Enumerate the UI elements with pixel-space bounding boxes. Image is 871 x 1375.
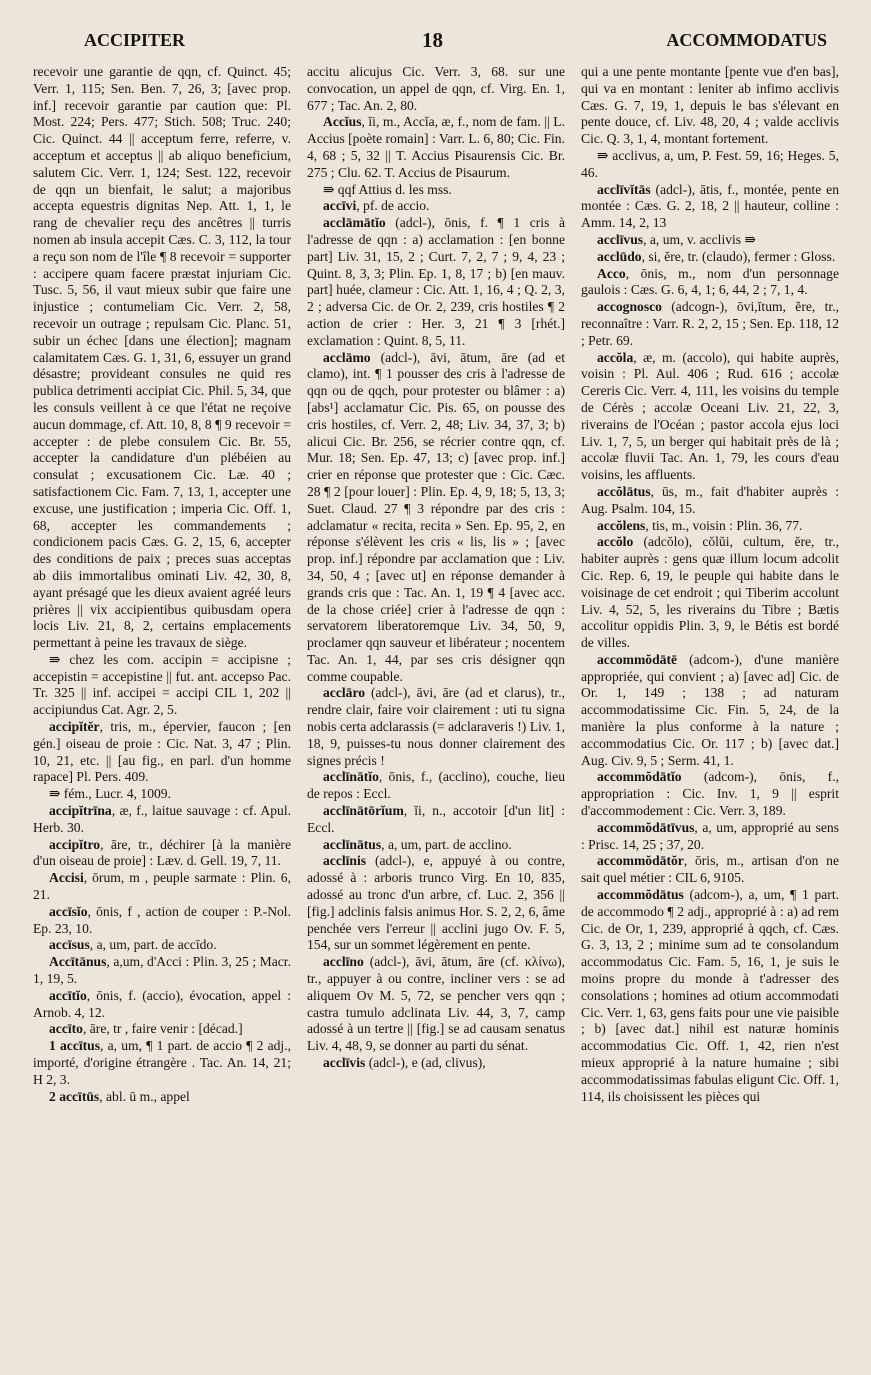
column-3	[581, 64, 839, 1105]
entry-accitus-2: 2 accītūs, abl. ū m., appel	[49, 1088, 190, 1104]
column-1	[33, 64, 291, 1105]
entry-note: ⇛ acclivus, a, um, P. Fest. 59, 16; Heges. 5, 46.	[581, 147, 839, 180]
entry-accisus: accīsus, a, um, part. de accīdo.	[49, 937, 217, 953]
entry-acclaro: acclāro (adcl-), āvi, āre (ad et clarus), tr., rendre clair, faire voir clairement : uti tu signa nobis certa adclarassis (= adclaraveris !) Liv. 1, 18, 9, puisses-tu nous donner clairement des signes précis !	[307, 685, 565, 768]
entry-continuation: qui a une pente montante [pente vue d'en bas], qui va en montant : leniter ab infimo acclivis Cæs. G. 7, 19, 1, depuis le bas s'élevant en pente douce, cf. Liv. 48, 20, 4 ; valde acclivis Cic. Q. 3, 1, 4, montant fortement.	[581, 64, 839, 147]
entry-accolatus: accŏlātus, ūs, m., fait d'habiter auprès : Aug. Psalm. 104, 15.	[581, 483, 839, 516]
entry-continuation: accitu alicujus Cic. Verr. 3, 68. sur une convocation, un appel de qqn, cf. Virg. En. 1, 677 ; Tac. An. 2, 80.	[307, 64, 565, 113]
entry-acclamatio: acclāmātĭo (adcl-), ōnis, f. ¶ 1 cris à l'adresse de qqn : a) acclamation : [en bonne part] Liv. 31, 15, 2 ; Curt. 7, 2, 7 ; 9, 4, 23 ; Quint. 8, 3, 3; Plin. Ep. 1, 8, 17 ; b) [en mauv. part] huée, clameur : Cic. Att. 1, 16, 4 ; Q. 2, 3, 2 ; adversa Cic. de Or. 2, 239, cris hostiles ¶ 2 action de crier : Her. 3, 21 ¶ 3 [rhét.] exclamation : Quint. 8, 5, 11.	[307, 215, 565, 348]
header-right-guideword: ACCOMMODATUS	[666, 30, 827, 50]
entry-accisio: accīsĭo, ōnis, f , action de couper : P.-Nol. Ep. 23, 10.	[33, 903, 291, 936]
entry-accito: accīto, āre, tr , faire venir : [décad.]	[49, 1021, 243, 1037]
entry-acclinatorium: acclīnātōrĭum, ĭi, n., accotoir [d'un lit] : Eccl.	[307, 803, 565, 835]
entry-acclivitas: acclīvĭtās (adcl-), ātis, f., montée, pente en montée : Cæs. G. 2, 18, 2 || hauteur, colline : Amm. 14, 2, 13	[581, 181, 839, 231]
entry-accisi: Accisi, ōrum, m , peuple sarmate : Plin. 6, 21.	[33, 870, 291, 903]
entry-acclinis: acclīnis (adcl-), e, appuyé à ou contre, adossé à : arboris trunco Virg. En 10, 835, adossé au tronc d'un arbre, cf. Luc. 2, 356 || [fig.] adclinis falsis animus Hor. S. 2, 2, 6, âme penchée vers l'erreur || acclini jugo Ov. F. 5, 154, sur un sommet légèrement en pente.	[307, 853, 565, 953]
entry-accitanus: Accītānus, a,um, d'Acci : Plin. 3, 25 ; Macr. 1, 19, 5.	[33, 954, 291, 987]
entry-accolo: accŏlo (adcŏlo), cŏlŭi, cultum, ĕre, tr., habiter auprès : gens quæ illum locum adcolit Cic. Rep. 6, 19, le peuple qui habite dans le voisinage de cet endroit ; qui Tiberim accolunt Liv. 4, 52, 5, les riverains du Tibre ; Bætis accolitur oppidis Plin. 3, 9, le Bétis est bordé de villes.	[581, 534, 839, 651]
entry-accipitro: accipĭtro, āre, tr., déchirer [à la manière d'un oiseau de proie] : Læv. d. Gell. 19, 7, 11.	[33, 836, 291, 869]
page-number: 18	[422, 28, 443, 52]
entry-accitio: accītĭo, ōnis, f. (accio), évocation, appel : Arnob. 4, 12.	[33, 987, 291, 1020]
entry-note: ⇛ qqf Attius d. les mss.	[323, 181, 452, 197]
entry-accommodatus: accommŏdātus (adcom-), a, um, ¶ 1 part. de accommodo ¶ 2 adj., approprié à : a) ad rem Cic. de Or, 1, 239, approprié à qqch, cf. Cæs. G. 3, 13, 2 ; minime sum ad te consolandum accommodatus Cic. Fam. 5, 16, 1, je suis le moins propre du monde à t'adresser des consolations ; homines ad otium accommodati Cic. Verr. 1, 63, gens faits pour une vie paisible ; b) [avec dat.] nihil est naturæ hominis accommodatius Cic. Off. 1, 42, rien n'est mieux approprié à la nature humaine ; sibi accommodatissimas fabulas eligunt Cic. Off. 1, 114, ils choisissent les pièces qui	[581, 887, 839, 1104]
entry-accivi: accīvi, pf. de accio.	[323, 198, 430, 214]
entry-accommodativus: accommŏdātīvus, a, um, approprié au sens : Prisc. 14, 25 ; 37, 20.	[581, 819, 839, 852]
entry-accommodator: accommŏdātŏr, ōris, m., artisan d'on ne sait quel métier : CIL 6, 9105.	[581, 853, 839, 886]
entry-note: ⇛ chez les com. accipin = accipisne ; accepistin = accepistine || fut. ant. accepso Pac. Tr. 325 || inf. accipei = accipi CIL 1, 202 || accipiundus Cat. Agr. 2, 5.	[33, 651, 291, 718]
running-header	[34, 30, 837, 56]
entry-accipiter: accipĭtĕr, tris, m., épervier, faucon ; [en gén.] oiseau de proie : Cic. Nat. 3, 47 ; Plin. 10, 21, etc. || [au fig., en parl. d'un homme rapace] Pl. Pers. 409.	[33, 719, 291, 785]
entry-acclino: acclīno (adcl-), āvi, ātum, āre (cf. κλίνω), tr., appuyer à ou contre, incliner vers : se ad aliquem Ov M. 5, 72, se pencher vers qqn ; castra tumulo adclinata Liv. 44, 3, 7, camp adossé à un tertre || [fig.] se ad causam senatus Liv. 4, 48, 9, se donner au parti du sénat.	[307, 954, 565, 1054]
entry-accius: Accĭus, ĭi, m., Accĭa, æ, f., nom de fam. || L. Accius [poète romain] : Varr. L. 6, 80; Cic. Fin. 4, 68 ; 5, 32 || T. Accius Pisaurensis Cic. Br. 275 ; Clu. 62. T. Accius de Pisaurum.	[307, 114, 565, 180]
entry-acclinatus: acclīnātus, a, um, part. de acclino.	[323, 836, 512, 852]
entry-acclivis: acclīvis (adcl-), e (ad, clivus),	[323, 1055, 486, 1071]
entry-continuation: recevoir une garantie de qqn, cf. Quinct. 45; Verr. 1, 115; Sen. Ben. 7, 26, 3; [avec prop. inf.] recevoir garantie par caution que: Pl. Most. 224; Pers. 477; Stich. 508; Truc. 240; Cic. Quinct. 44 || acceptum ferre, referre, v. acceptum et acceptus || ab aliquo beneficium, salutem Cic. Verr. 1, 124; Sest. 122, recevoir de qqn un bienfait, le salut; a majoribus accepta equestris dignitas Nep. Att. 1, 1, le rang de chevalier reçu des ancêtres || turris nomen ab insula accepit Cæs. C. 3, 112, la tour a reçu son nom de l'île ¶ 8 recevoir = supporter : accipere quam facere præstat injuriam Cic. Tusc. 5, 56, il vaut mieux subir que faire une injustice ; contumeliam Cic. Verr. 2, 58, recevoir un outrage ; repulsam Cic. Planc. 51, subir un échec [dans une élection]; magnam calamitatem Cæs. G. 1, 31, 6, essuyer un grand désastre; provideant consules ne quid res publica detrimenti accipiat Cic. Phil. 5, 34, que les consuls veillent à ce que l'état ne reçoive aucun dommage, cf. Att. 10, 8, 8 ¶ 9 recevoir = accepter : de plebe consulem Cic. Br. 55, accepter la candidature d'un plébéien au consulat ; excusationem Cic. Læ. 40 ; satisfactionem Cic. Fam. 7, 13, 1, accepter une excuse, une justification ; imperia Cic. Off. 1, 68, accepter les commandements ; condicionem pacis Cæs. G. 2, 15, 6, accepter des conditions de paix ; preces suas acceptas ab diis immortalibus ominati Liv. 42, 30, 8, ayant présagé que les dieux avaient agréé leurs prières || vix accipientibus quibusdam opera locis Liv. 21, 8, 2, certains emplacements permettant à peine les travaux de siège.	[33, 64, 291, 651]
entry-note: ⇛ fém., Lucr. 4, 1009.	[49, 786, 172, 802]
entry-accipitrina: accipĭtrīna, æ, f., laitue sauvage : cf. Apul. Herb. 30.	[33, 803, 291, 835]
entry-acco: Acco, ōnis, m., nom d'un personnage gaulois : Cæs. G. 6, 4, 1; 6, 44, 2 ; 7, 1, 4.	[581, 265, 839, 298]
entry-accognosco: accognosco (adcogn-), ōvi,ĭtum, ĕre, tr., reconnaître : Varr. R. 2, 2, 15 ; Sen. Ep. 118, 12 ; Petr. 69.	[581, 299, 839, 348]
entry-acclamo: acclāmo (adcl-), āvi, ātum, āre (ad et clamo), int. ¶ 1 pousser des cris à l'adresse de qqn ou de qqch, pour protester ou blâmer : a) [abs¹] acclamatur Cic. Pis. 65, on pousse des cris hostiles, cf. Verr. 2, 48; Liv. 34, 37, 3; b) alicui Cic. Br. 256, se récrier contre qqn, cf. Mur. 18; Sen. Ep. 47, 13; c) [avec prop. inf.] crier en réponse que protester que : Cic. Cæc. 28 ¶ 2 [pour louer] : Plin. Ep. 4, 9, 18; 5, 13, 3; Suet. Claud. 27 ¶ 3 répondre par des cris : adclamatur « recita, recita » Sen. Ep. 95, 2, en réponse s'élèvent les cris « lis, lis » ; [avec prop. inf.] répondre par acclamation que : Liv. 34, 50, 4 ; [avec ut] en réponse demander à grands cris que : Tac. An. 1, 19 ¶ 4 [avec acc. de la chose criée] crier à l'adresse de qqn : servatorem liberatoremque Liv. 34, 50, 9, proclamer qqn sauveur et libérateur ; nocentem Tac. An. 1, 44, par ses cris désigner qqn comme coupable.	[307, 349, 565, 684]
entry-accolens: accŏlens, tis, m., voisin : Plin. 36, 77.	[597, 517, 803, 533]
entry-accola: accŏla, æ, m. (accolo), qui habite auprès, voisin : Pl. Aul. 406 ; Rud. 616 ; accolæ Cereris Cic. Verr. 4, 111, les voisins du temple de Cérès ; accolæ Oceani Liv. 21, 22, 3, riverains de l'Océan ; pastor accola ejus loci Liv. 1, 7, 5, un berger qui habitait près de là ; accolæ fluvii Tac. An. 1, 79, les cours d'eau voisins, les affluents.	[581, 349, 839, 483]
entry-accommodate: accommŏdātē (adcom-), d'une manière appropriée, qui convient ; a) [avec ad] Cic. de Or. 1, 149 ; 138 ; ad naturam accommodatissime Cic. Fin. 5, 24, de la manière la plus conforme à la nature ; accommodatius Cic. Or. 117 ; b) [avec dat.] Aug. Civ. 9, 5 ; Serm. 41, 1.	[581, 651, 839, 768]
entry-accludo: acclūdo, si, ĕre, tr. (claudo), fermer : Gloss.	[597, 248, 836, 264]
entry-accitus-1: 1 accītus, a, um, ¶ 1 part. de accio ¶ 2 adj., importé, d'origine étrangère . Tac. An. 14, 21; H 2, 3.	[33, 1038, 291, 1087]
entry-accommodatio: accommŏdātĭo (adcom-), ōnis, f., appropriation : Cic. Inv. 1, 9 || esprit d'accommodement : Cic. Verr. 3, 189.	[581, 769, 839, 819]
header-left-guideword: ACCIPITER	[84, 30, 186, 50]
entry-acclivus: acclīvus, a, um, v. acclivis ⇛	[597, 231, 756, 247]
column-2	[307, 64, 565, 1072]
entry-acclinatio: acclīnātĭo, ōnis, f., (acclino), couche, lieu de repos : Eccl.	[307, 769, 565, 802]
